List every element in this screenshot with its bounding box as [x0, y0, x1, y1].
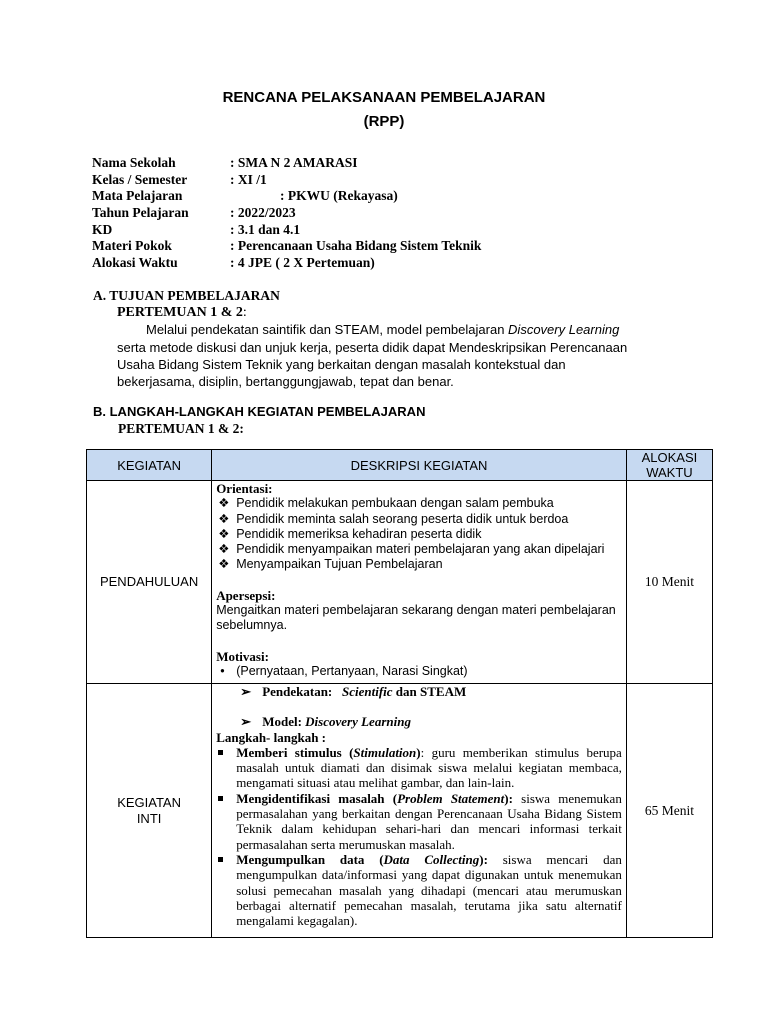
- diamond-bullet-icon: ❖: [218, 511, 230, 526]
- model-line: [216, 714, 622, 729]
- identity-label: Nama Sekolah: [92, 155, 176, 170]
- header-deskripsi: DESKRIPSI KEGIATAN: [212, 450, 627, 481]
- step-title: Mengidentifikasi masalah (: [236, 790, 398, 806]
- step-text: siswa mencari dan mengumpulkan data/informasi yang dapat digunakan untuk menemukan solusi pemecahan masalah yang dihadapi (mencari atau merumuskan berbagai alternatif pemecahan masalah, terutama jika satu alternatif mengalami kegagalan).: [236, 851, 622, 929]
- activity-name-line2: INTI: [136, 810, 162, 826]
- step-title: Memberi stimulus (: [236, 744, 354, 760]
- activity-name: PENDAHULUAN: [87, 481, 212, 684]
- objective-paragraph-line: bekerjasama, disiplin, bertanggungjawab, tepat dan benar.: [117, 374, 454, 389]
- step-text: siswa menemukan permasalahan yang berkaitan dengan Perencanaan Usaha Bidang Sistem Teknik dalam kehidupan sehari-hari dan mencari informasi terkait permasalahan serta merumuskan masalah.: [236, 790, 622, 852]
- step-title-end: ):: [504, 790, 513, 806]
- motivasi-title: Motivasi:: [216, 648, 269, 664]
- motivasi-list: [216, 664, 622, 679]
- activity-time: 65 Menit: [626, 684, 712, 938]
- identity-value: : Perencanaan Usaha Bidang Sistem Teknik: [230, 238, 482, 253]
- table-row-inti: [87, 684, 713, 938]
- step-item: [216, 852, 622, 928]
- model-label: Model:: [262, 714, 306, 730]
- arrow-bullet-icon: ➢: [240, 714, 252, 730]
- activities-table: [86, 449, 713, 938]
- identity-value: : 4 JPE ( 2 X Pertemuan): [230, 255, 375, 270]
- identity-value: : XI /1: [230, 172, 267, 187]
- header-alokasi-line1: ALOKASI: [641, 450, 698, 465]
- activity-description: [212, 481, 627, 684]
- identity-label: Tahun Pelajaran: [92, 205, 189, 220]
- header-alokasi: [626, 450, 712, 481]
- section-a-meeting: [117, 305, 247, 321]
- step-text: : guru memberikan stimulus berupa masalah untuk diamati dan disimak siswa melalui kegiatan membaca, mengamati situasi atau melihat gambar, dan lain-lain.: [236, 744, 622, 791]
- pendekatan-label: Pendekatan:: [262, 684, 333, 699]
- langkah-title: Langkah- langkah :: [216, 729, 327, 745]
- apersepsi-title: Apersepsi:: [216, 587, 276, 603]
- pendekatan-rest: dan STEAM: [392, 684, 467, 699]
- identity-value: : PKWU (Rekayasa): [280, 188, 398, 203]
- list-item-text: Menyampaikan Tujuan Pembelajaran: [236, 557, 443, 572]
- identity-value: : 2022/2023: [230, 205, 296, 220]
- identity-label: KD: [92, 222, 113, 237]
- activity-description: [212, 684, 627, 938]
- list-item-text: Pendidik menyampaikan materi pembelajaran yang akan dipelajari: [236, 542, 605, 557]
- step-term: Stimulation: [353, 744, 417, 760]
- identity-value: : 3.1 dan 4.1: [230, 222, 301, 237]
- activity-name-line1: KEGIATAN: [117, 794, 181, 810]
- step-title: Mengumpulkan data (: [236, 851, 384, 867]
- identity-row: [92, 222, 300, 238]
- section-a-meeting-label: PERTEMUAN 1 & 2: [117, 305, 243, 320]
- section-b-meeting: PERTEMUAN 1 & 2:: [118, 421, 244, 436]
- square-bullet-icon: [218, 857, 223, 862]
- identity-row: [92, 255, 375, 271]
- section-a-heading: A. TUJUAN PEMBELAJARAN: [93, 288, 280, 303]
- objective-paragraph-line: [146, 322, 619, 338]
- list-item: [216, 557, 622, 572]
- table-header-row: [87, 450, 713, 481]
- objective-model-name: Discovery Learning: [508, 322, 620, 337]
- step-title-end: ): [416, 744, 421, 760]
- square-bullet-icon: [218, 796, 223, 801]
- list-item-text: Pendidik melakukan pembukaan dengan salam pembuka: [236, 496, 554, 511]
- list-item: [216, 542, 622, 557]
- header-kegiatan: KEGIATAN: [87, 450, 212, 481]
- identity-label: Mata Pelajaran: [92, 188, 183, 203]
- apersepsi-text: Mengaitkan materi pembelajaran sekarang dengan materi pembelajaran sebelumnya.: [216, 603, 616, 633]
- objective-paragraph-line: Usaha Bidang Sistem Teknik yang berkaitan dengan masalah kontekstual dan: [117, 357, 566, 372]
- diamond-bullet-icon: ❖: [218, 526, 230, 541]
- identity-row: [92, 172, 267, 188]
- identity-row: [92, 155, 358, 171]
- identity-row: [92, 188, 398, 204]
- header-alokasi-line2: WAKTU: [646, 465, 693, 480]
- arrow-bullet-icon: ➢: [240, 684, 252, 699]
- list-item-text: Pendidik meminta salah seorang peserta didik untuk berdoa: [236, 511, 569, 526]
- list-item: [216, 527, 622, 542]
- diamond-bullet-icon: ❖: [218, 496, 230, 511]
- list-item-text: Pendidik memeriksa kehadiran peserta didik: [236, 526, 482, 541]
- step-item: [216, 745, 622, 791]
- square-bullet-icon: [218, 750, 223, 755]
- identity-row: [92, 205, 296, 221]
- step-title-end: ):: [479, 851, 488, 867]
- list-item: [216, 664, 622, 679]
- identity-row: [92, 238, 481, 254]
- document-subtitle: (RPP): [363, 113, 405, 130]
- orientasi-list: [216, 496, 622, 572]
- objective-text: Melalui pendekatan saintifik dan STEAM, model pembelajaran: [146, 322, 509, 337]
- activity-time: 10 Menit: [626, 481, 712, 684]
- orientasi-title: Orientasi:: [216, 481, 273, 496]
- model-value: Discovery Learning: [305, 714, 411, 730]
- list-item: [216, 512, 622, 527]
- dot-bullet-icon: •: [220, 663, 225, 678]
- step-term: Problem Statement: [397, 790, 505, 806]
- identity-label: Alokasi Waktu: [92, 255, 178, 270]
- list-item-text: (Pernyataan, Pertanyaan, Narasi Singkat): [236, 663, 468, 678]
- diamond-bullet-icon: ❖: [218, 557, 230, 572]
- identity-label: Materi Pokok: [92, 238, 172, 253]
- pendekatan-line: [216, 684, 622, 699]
- objective-paragraph-line: serta metode diskusi dan unjuk kerja, peserta didik dapat Mendeskripsikan Perencanaan: [117, 340, 628, 355]
- identity-label: Kelas / Semester: [92, 172, 188, 187]
- diamond-bullet-icon: ❖: [218, 542, 230, 557]
- pendekatan-value: Scientific: [342, 684, 393, 699]
- document-title: RENCANA PELAKSANAAN PEMBELAJARAN: [222, 89, 546, 106]
- step-item: [216, 791, 622, 852]
- activity-name: [87, 684, 212, 938]
- section-b-heading: B. LANGKAH-LANGKAH KEGIATAN PEMBELAJARAN: [93, 404, 426, 419]
- section-a-meeting-colon: :: [242, 305, 247, 320]
- identity-value: : SMA N 2 AMARASI: [230, 155, 358, 170]
- list-item: [216, 496, 622, 511]
- step-term: Data Collecting: [383, 851, 480, 867]
- table-row-pendahuluan: [87, 481, 713, 684]
